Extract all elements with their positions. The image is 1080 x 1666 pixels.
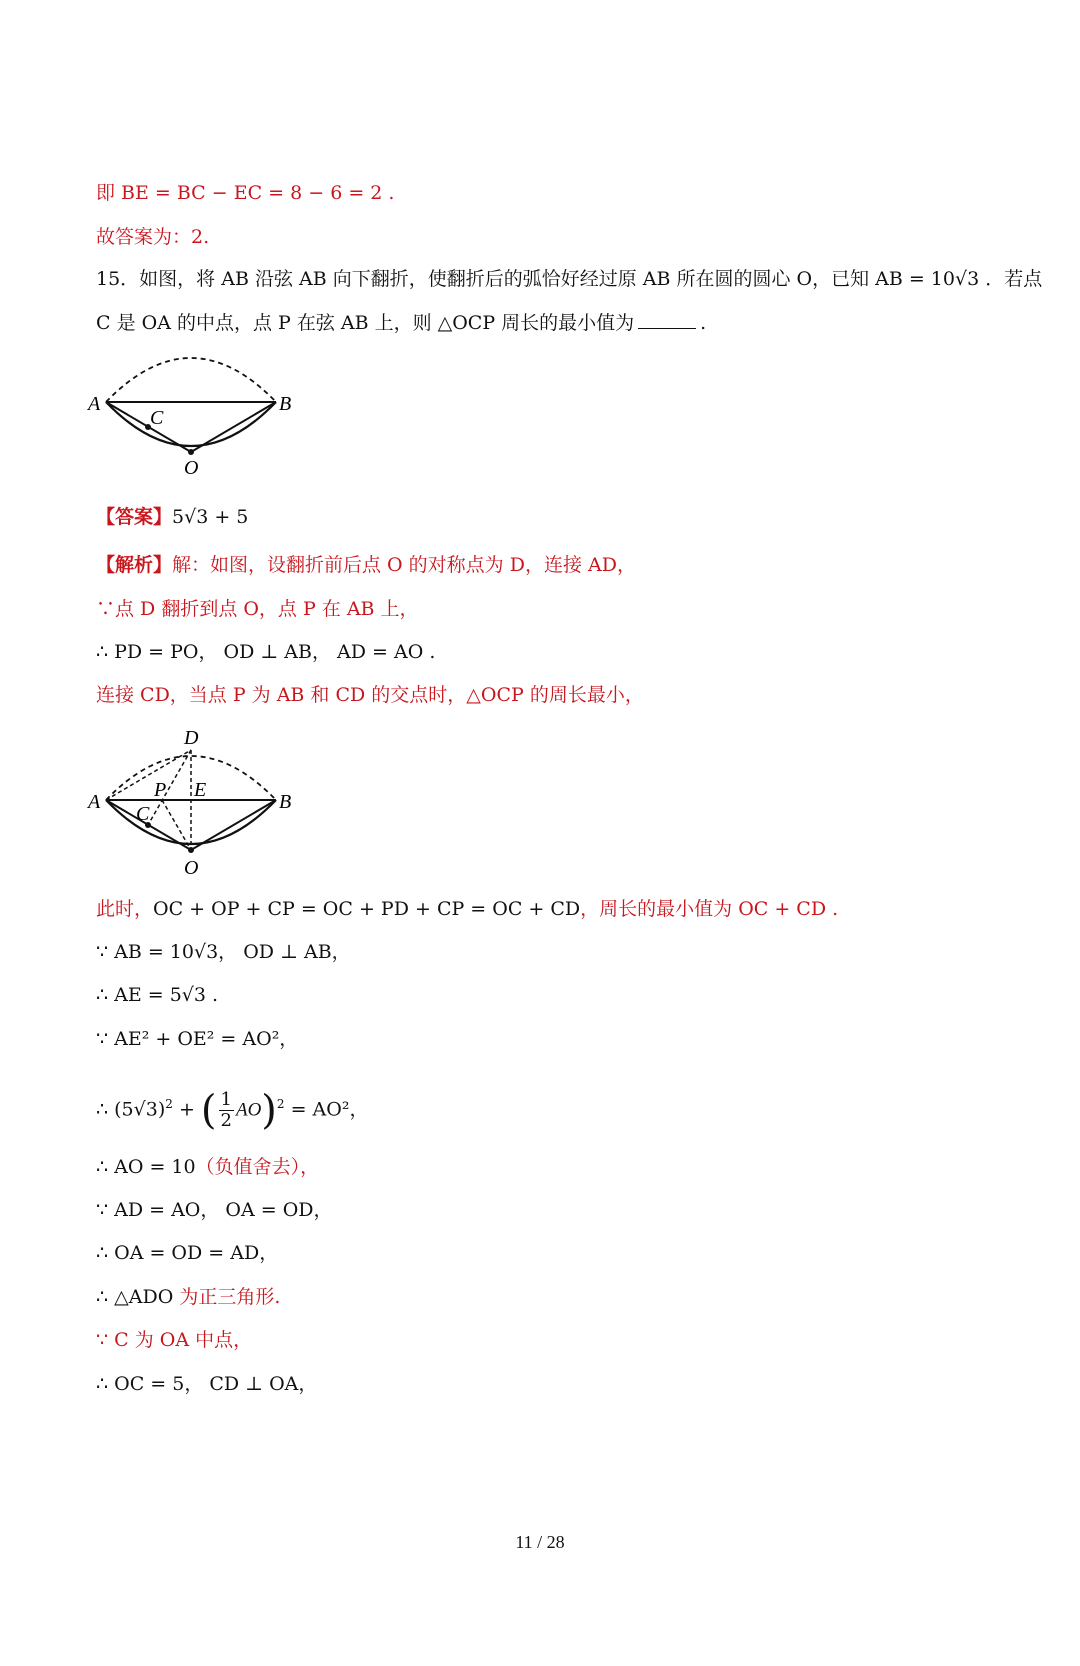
label-o: O <box>184 857 199 879</box>
text: 此时， <box>96 898 154 920</box>
text: (5√3) <box>114 1098 166 1121</box>
paren-left: ( <box>200 1087 217 1134</box>
step-11 <box>96 1240 278 1266</box>
fraction <box>219 1090 234 1131</box>
denominator: 2 <box>220 1109 232 1131</box>
text: OC + OP + CP = OC + PD + CP = OC + CD <box>153 898 581 920</box>
label-p: P <box>154 779 167 801</box>
analysis-line <box>96 552 636 578</box>
step-14 <box>96 1371 317 1397</box>
text: 即 BE = BC − EC = 8 − 6 = 2 . <box>96 182 395 204</box>
text: ∴ OA = OD = AD， <box>96 1242 279 1264</box>
segment-bo <box>191 402 276 452</box>
text: C 是 OA 的中点，点 P 在弦 AB 上，则 △OCP 周长的最小值为 <box>96 312 635 334</box>
question-15-line1 <box>96 266 1042 292</box>
label-c: C <box>150 407 164 429</box>
text: ∴ AE = 5√3 . <box>96 984 219 1006</box>
exponent: 2 <box>165 1097 173 1111</box>
answer-line <box>96 504 248 530</box>
text: ∴ AO = 10 <box>96 1156 196 1178</box>
text: = AO²， <box>290 1098 369 1121</box>
text: ，周长的最小值为 OC + CD . <box>580 898 839 920</box>
exponent: 2 <box>276 1097 285 1111</box>
step-4 <box>96 896 838 922</box>
text: ∵点 D 翻折到点 O，点 P 在 AB 上， <box>96 598 419 620</box>
text: AO <box>235 1099 262 1121</box>
text: ∵ AB = 10√3， OD ⊥ AB， <box>96 941 351 963</box>
step-9 <box>96 1154 319 1180</box>
label-c: C <box>136 803 150 825</box>
label-a: A <box>88 393 101 415</box>
text: ∴ OC = 5， CD ⊥ OA， <box>96 1373 318 1395</box>
step-7 <box>96 1026 298 1052</box>
question-15-line2 <box>96 310 706 336</box>
step-10 <box>96 1197 333 1223</box>
text: 为正三角形. <box>173 1286 281 1308</box>
figure-2 <box>84 722 314 882</box>
text: ∴ △ADO <box>96 1286 174 1308</box>
line-be <box>96 180 394 206</box>
text: 15．如图，将 AB 沿弦 AB 向下翻折，使翻折后的弧恰好经过原 AB 所在圆的圆心 O，已知 AB = 10√3 ．若点 <box>96 268 1043 290</box>
folded-arc <box>106 402 276 446</box>
label-b: B <box>279 791 292 813</box>
step-12 <box>96 1284 280 1310</box>
segment-bo <box>191 800 276 850</box>
dashed-arc <box>106 358 276 402</box>
step-13 <box>96 1327 252 1353</box>
point-o <box>188 449 194 455</box>
page-number: 11 / 28 <box>515 1532 565 1552</box>
analysis-tag: 【解析】 <box>96 554 173 576</box>
point-o <box>188 847 194 853</box>
label-e: E <box>194 779 207 801</box>
step-5 <box>96 939 351 965</box>
text: 故答案为：2. <box>96 226 210 248</box>
step-2 <box>96 639 435 665</box>
step-8 <box>96 1078 369 1134</box>
text: ∵ C 为 OA 中点， <box>96 1329 253 1351</box>
text: ∴ <box>96 1098 109 1121</box>
label-o: O <box>184 457 199 479</box>
text: 连接 CD，当点 P 为 AB 和 CD 的交点时，△OCP 的周长最小， <box>96 684 644 706</box>
label-a: A <box>88 791 101 813</box>
label-b: B <box>279 393 292 415</box>
text: ∴ PD = PO， OD ⊥ AB， AD = AO . <box>96 641 436 663</box>
text: . <box>700 312 707 334</box>
figure-1 <box>84 340 314 485</box>
answer-blank <box>638 310 696 329</box>
step-6 <box>96 982 218 1008</box>
paren-right: ) <box>261 1087 277 1134</box>
text: + <box>178 1098 195 1121</box>
text: ∵ AD = AO， OA = OD， <box>96 1199 333 1221</box>
answer-tag: 【答案】 <box>96 506 173 528</box>
label-d: D <box>184 727 199 749</box>
step-3 <box>96 682 644 708</box>
text: （负值舍去）， <box>195 1156 320 1178</box>
answer-value: 5√3 + 5 <box>172 506 249 528</box>
text: ∵ AE² + OE² = AO²， <box>96 1028 299 1050</box>
step-1 <box>96 596 419 622</box>
text: 解：如图，设翻折前后点 O 的对称点为 D，连接 AD， <box>172 554 636 576</box>
numerator: 1 <box>220 1088 232 1110</box>
line-answer-prev <box>96 224 209 250</box>
